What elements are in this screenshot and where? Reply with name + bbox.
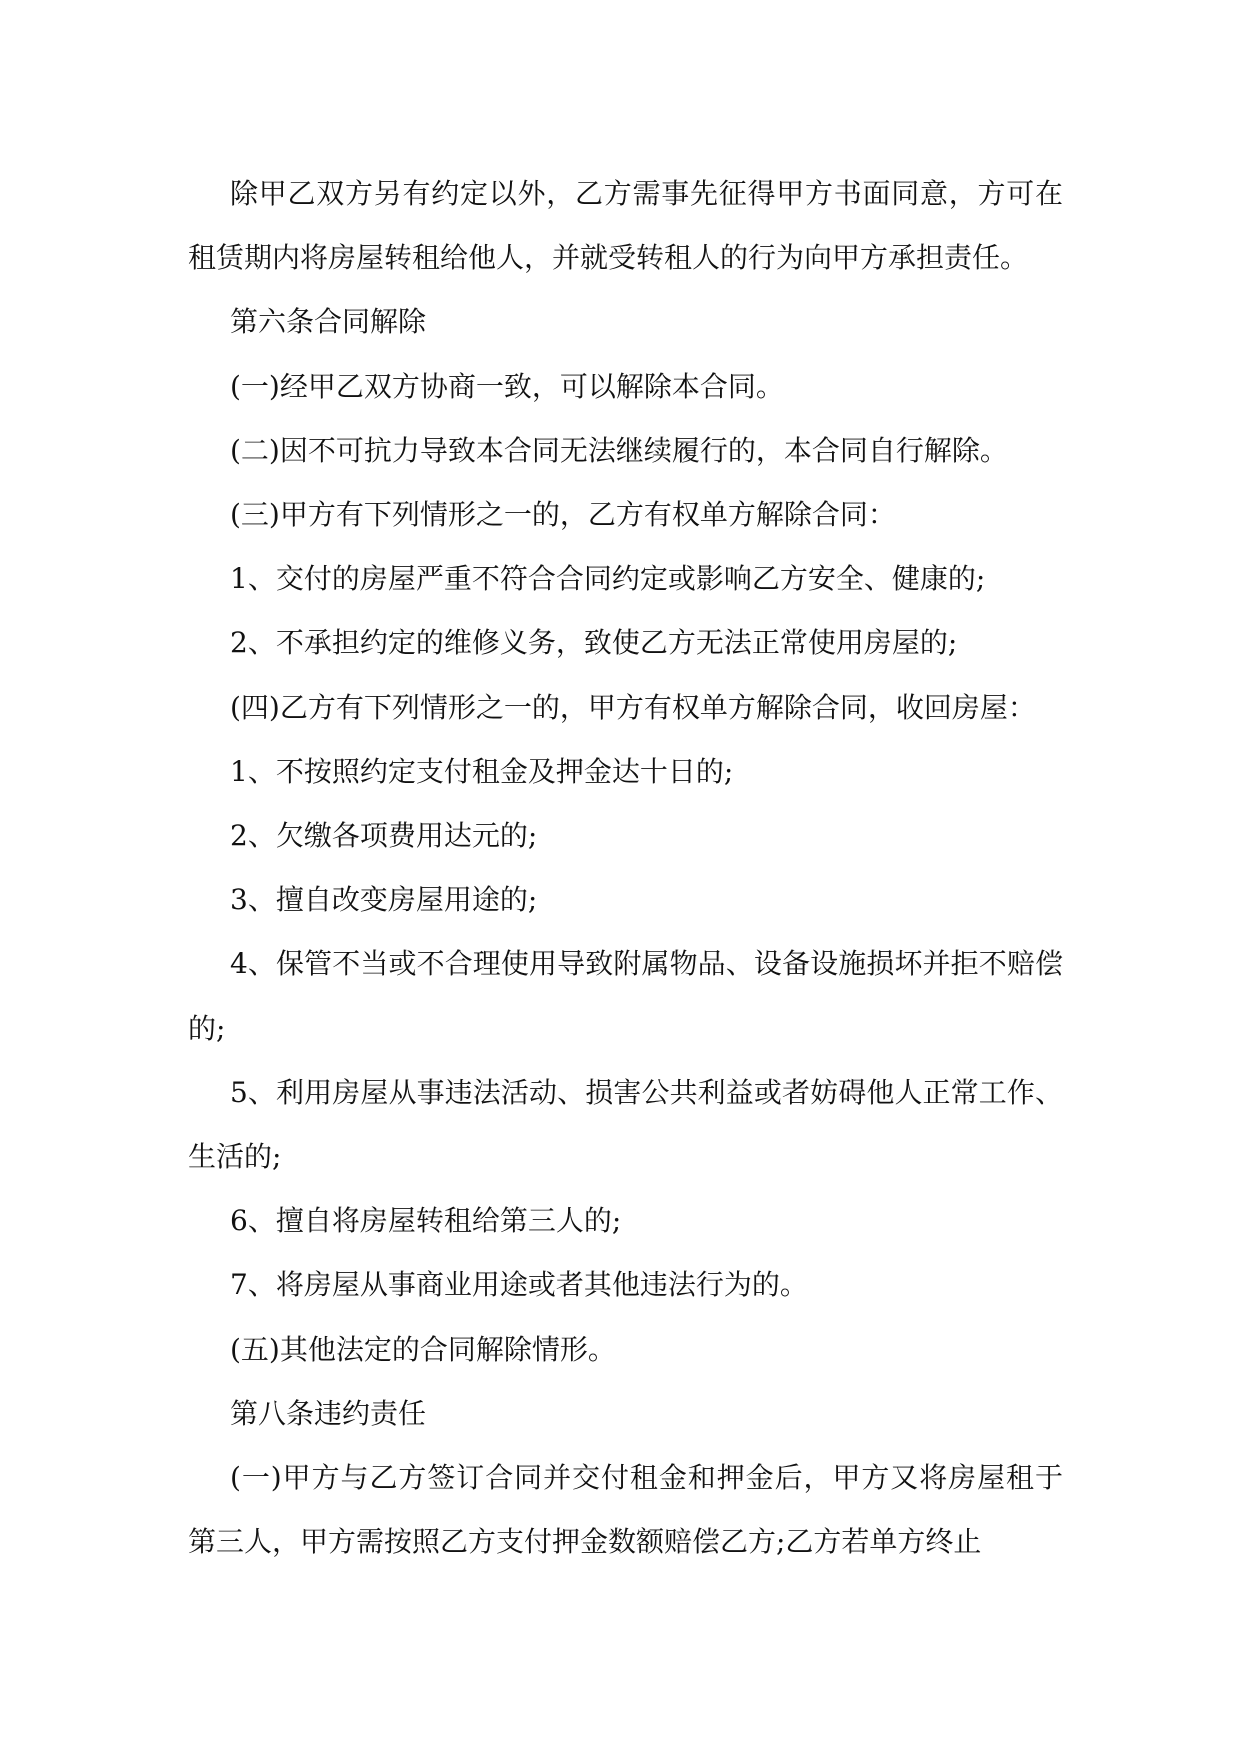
list-item-landlord-3: 3、擅自改变房屋用途的; (230, 883, 538, 917)
paragraph-sublease-consent: 除甲乙双方另有约定以外，乙方需事先征得甲方书面同意，方可在租赁期内将房屋转租给他人，并就受转租人的行为向甲方承担责任。 (188, 177, 1063, 275)
heading-article-6-termination: 第六条合同解除 (230, 305, 427, 339)
paragraph-termination-by-tenant: (三)甲方有下列情形之一的，乙方有权单方解除合同： (230, 498, 896, 532)
paragraph-termination-by-landlord: (四)乙方有下列情形之一的，甲方有权单方解除合同，收回房屋： (230, 690, 1036, 724)
list-item-landlord-7: 7、将房屋从事商业用途或者其他违法行为的。 (230, 1268, 808, 1302)
paragraph-termination-mutual: (一)经甲乙双方协商一致，可以解除本合同。 (230, 369, 784, 403)
list-item-landlord-4: 4、保管不当或不合理使用导致附属物品、设备设施损坏并拒不赔偿的; (188, 947, 1063, 1045)
document-body (188, 162, 1063, 1574)
paragraph-termination-other: (五)其他法定的合同解除情形。 (230, 1332, 616, 1366)
list-item-landlord-6: 6、擅自将房屋转租给第三人的; (230, 1204, 622, 1238)
list-item-tenant-2: 2、不承担约定的维修义务，致使乙方无法正常使用房屋的; (230, 626, 958, 660)
list-item-tenant-1: 1、交付的房屋严重不符合合同约定或影响乙方安全、健康的; (230, 562, 986, 596)
paragraph-liability-landlord: (一)甲方与乙方签订合同并交付租金和押金后，甲方又将房屋租于第三人，甲方需按照乙方支付押金数额赔偿乙方;乙方若单方终止 (188, 1461, 1063, 1559)
heading-article-8-liability: 第八条违约责任 (230, 1396, 427, 1430)
list-item-landlord-2: 2、欠缴各项费用达元的; (230, 819, 538, 853)
list-item-landlord-1: 1、不按照约定支付租金及押金达十日的; (230, 754, 734, 788)
paragraph-termination-force-majeure: (二)因不可抗力导致本合同无法继续履行的，本合同自行解除。 (230, 433, 1008, 467)
list-item-landlord-5: 5、利用房屋从事违法活动、损害公共利益或者妨碍他人正常工作、生活的; (188, 1075, 1063, 1174)
